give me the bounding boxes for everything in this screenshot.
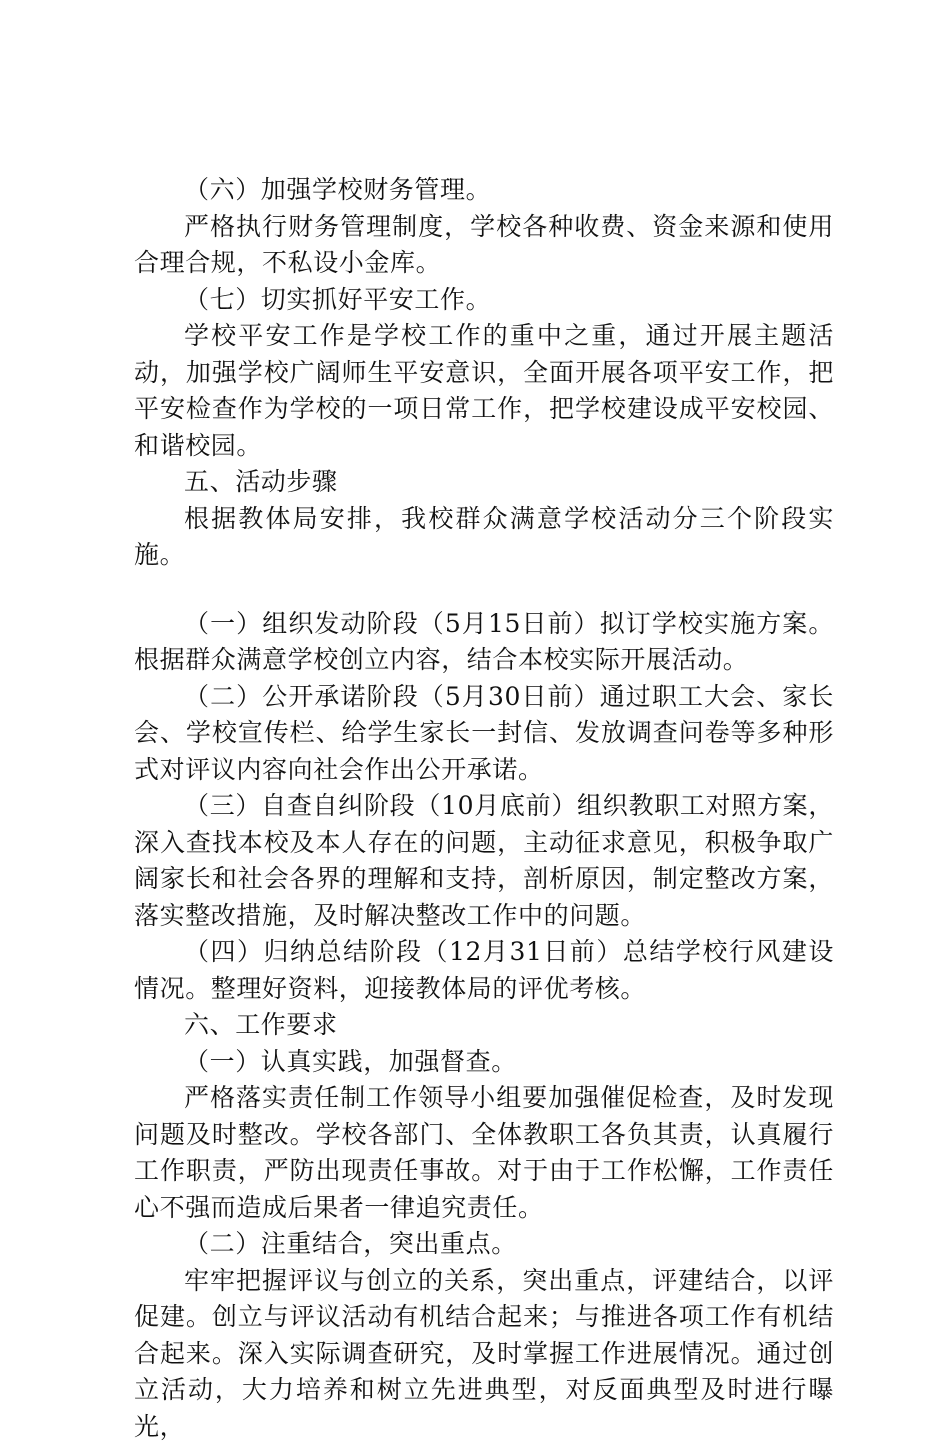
paragraph: 学校平安工作是学校工作的重中之重，通过开展主题活动，加强学校广阔师生平安意识，全面开展各项平安工作，把平安检查作为学校的一项日常工作，把学校建设成平安校园、和谐校园。 [134, 318, 834, 464]
section-heading: 五、活动步骤 [134, 464, 834, 501]
paragraph: 严格落实责任制工作领导小组要加强催促检查，及时发现问题及时整改。学校各部门、全体教职工各负其责，认真履行工作职责，严防出现责任事故。对于由于工作松懈，工作责任心不强而造成后果者一律追究责任。 [134, 1080, 834, 1226]
paragraph: （三）自查自纠阶段（10月底前）组织教职工对照方案，深入查找本校及本人存在的问题，主动征求意见，积极争取广阔家长和社会各界的理解和支持，剖析原因，制定整改方案，落实整改措施，及时解决整改工作中的问题。 [134, 788, 834, 934]
paragraph: 根据教体局安排，我校群众满意学校活动分三个阶段实施。 [134, 501, 834, 574]
paragraph: （四）归纳总结阶段（12月31日前）总结学校行风建设情况。整理好资料，迎接教体局的评优考核。 [134, 934, 834, 1007]
section-heading: 六、工作要求 [134, 1007, 834, 1044]
paragraph: （一）组织发动阶段（5月15日前）拟订学校实施方案。根据群众满意学校创立内容，结合本校实际开展活动。 [134, 606, 834, 679]
document-body [134, 172, 834, 1445]
paragraph: （六）加强学校财务管理。 [134, 172, 834, 209]
paragraph: （二）注重结合，突出重点。 [134, 1226, 834, 1263]
paragraph: 严格执行财务管理制度，学校各种收费、资金来源和使用合理合规，不私设小金库。 [134, 209, 834, 282]
paragraph: （二）公开承诺阶段（5月30日前）通过职工大会、家长会、学校宣传栏、给学生家长一封信、发放调查问卷等多种形式对评议内容向社会作出公开承诺。 [134, 679, 834, 789]
paragraph: （七）切实抓好平安工作。 [134, 282, 834, 319]
paragraph: 牢牢把握评议与创立的关系，突出重点，评建结合，以评促建。创立与评议活动有机结合起来；与推进各项工作有机结合起来。深入实际调查研究，及时掌握工作进展情况。通过创立活动，大力培养和树立先进典型，对反面典型及时进行曝光， [134, 1263, 834, 1445]
paragraph: （一）认真实践，加强督查。 [134, 1044, 834, 1081]
